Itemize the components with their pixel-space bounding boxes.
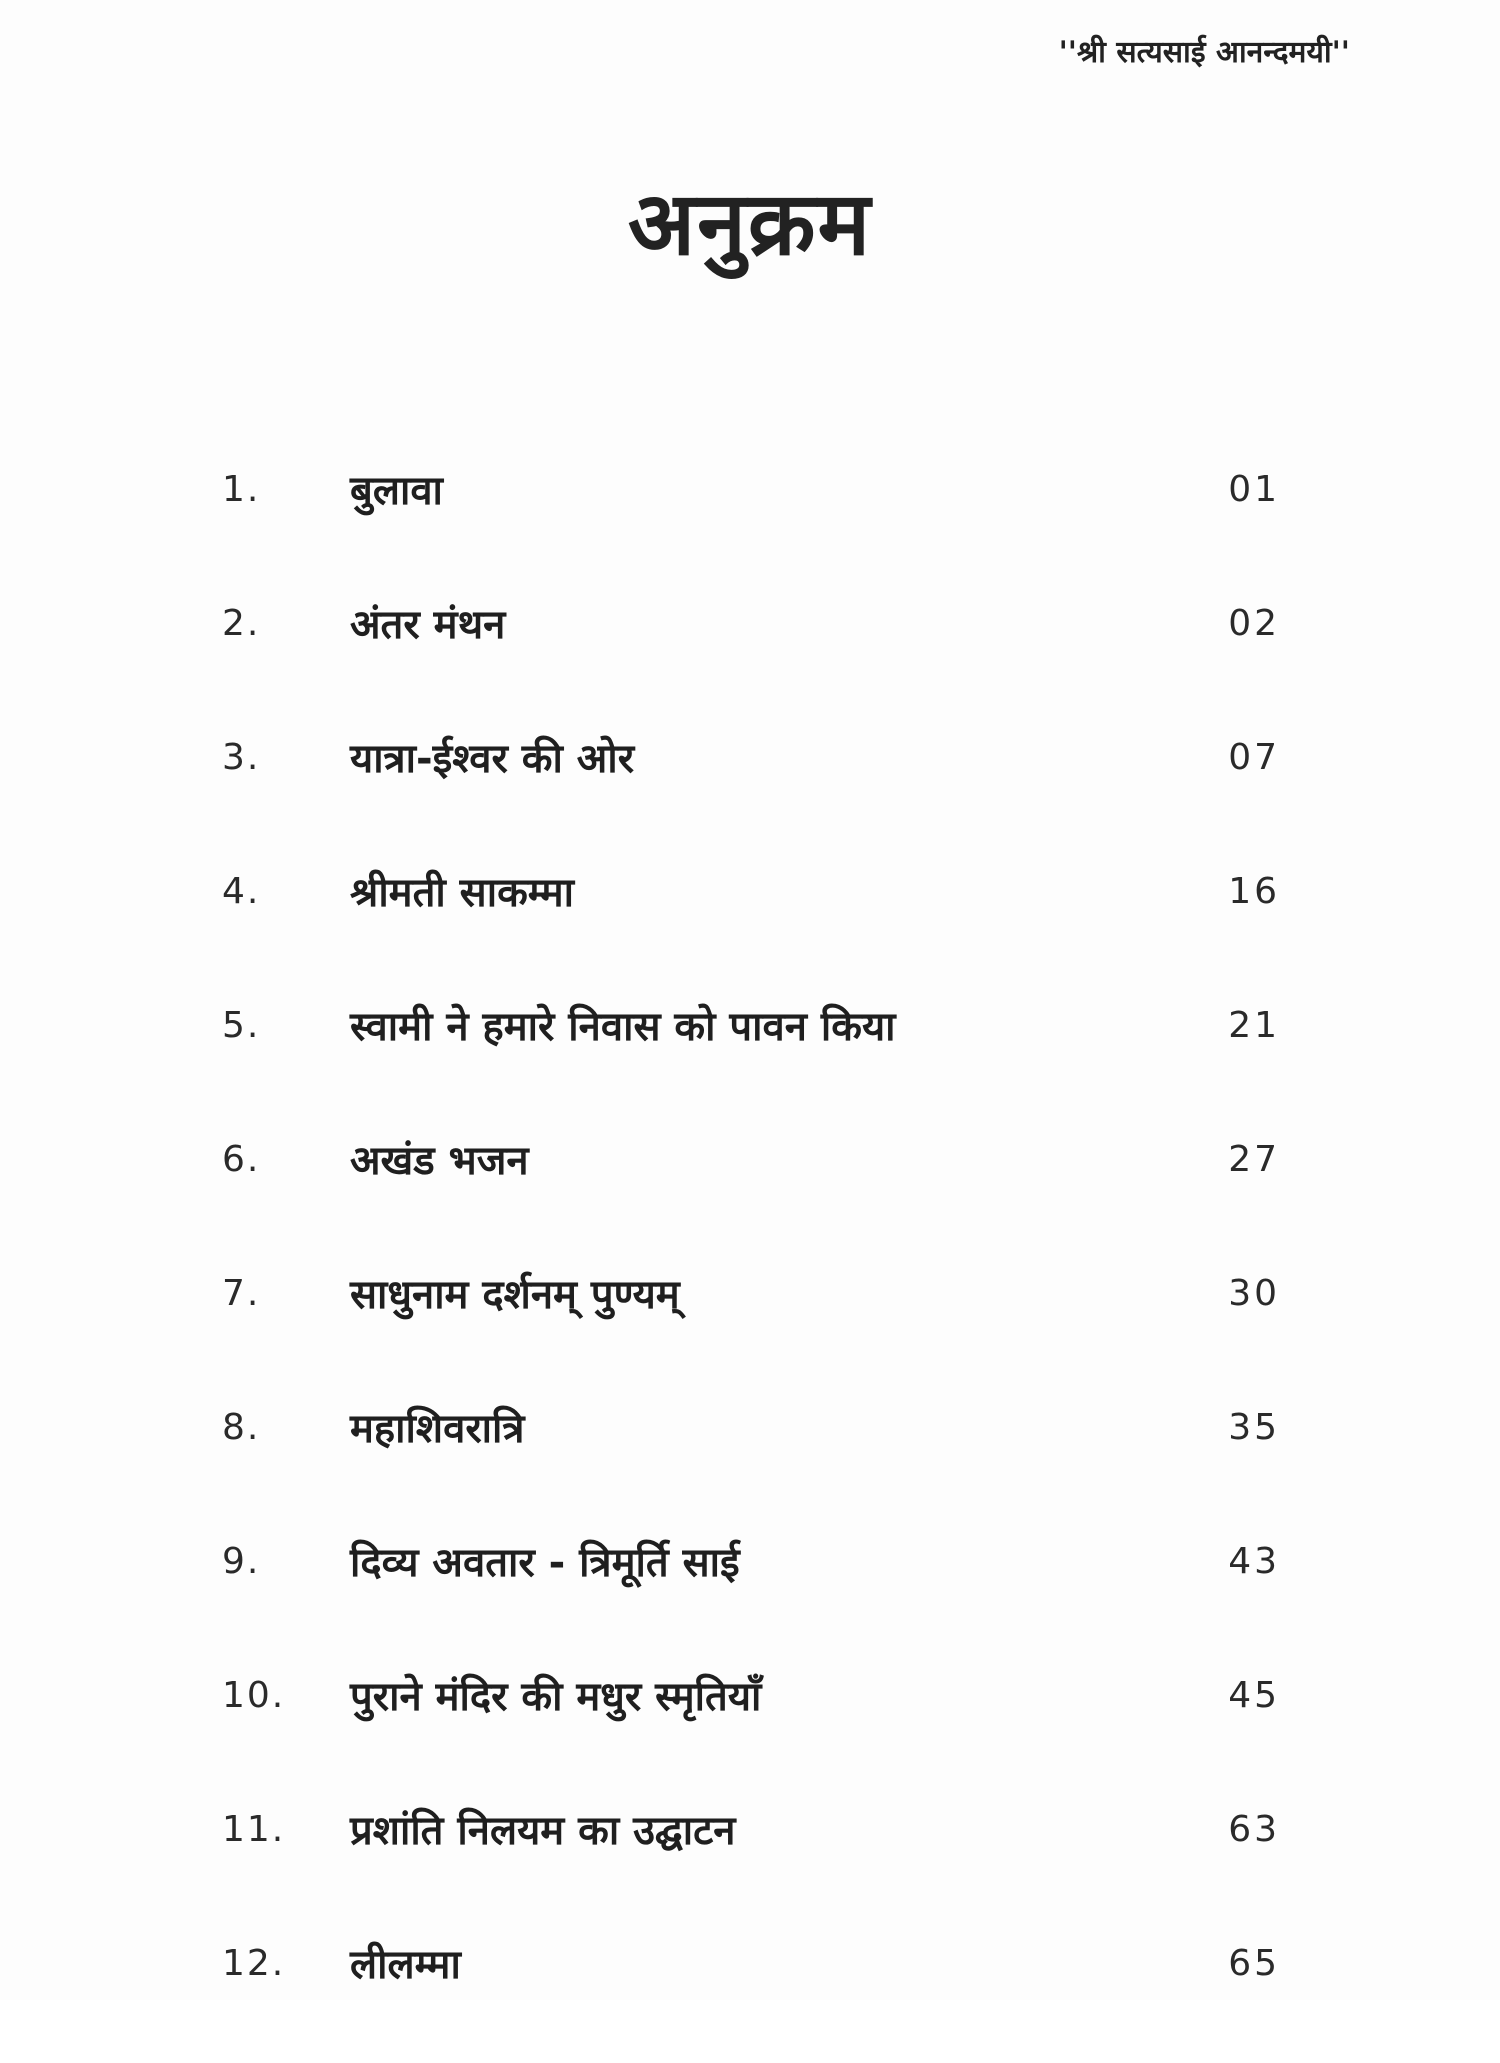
toc-page-number: 27 — [1228, 1139, 1280, 1180]
toc-page-number: 43 — [1228, 1541, 1280, 1582]
toc-number: 11. — [222, 1809, 286, 1850]
toc-title: अंतर मंथन — [350, 602, 506, 648]
toc-page-number: 01 — [1228, 469, 1280, 510]
toc-number: 6. — [222, 1139, 261, 1180]
toc-page-number: 63 — [1228, 1809, 1280, 1850]
toc-title: प्रशांति निलयम का उद्घाटन — [350, 1808, 736, 1854]
toc-number: 5. — [222, 1005, 261, 1046]
toc-title: श्रीमती साकम्मा — [350, 870, 575, 916]
toc-title: बुलावा — [350, 468, 443, 514]
toc-title: स्वामी ने हमारे निवास को पावन किया — [350, 1004, 896, 1050]
toc-row — [0, 723, 1500, 857]
toc-title: यात्रा-ईश्वर की ओर — [350, 736, 635, 782]
running-header: ''श्री सत्यसाई आनन्दमयी'' — [1058, 35, 1350, 70]
toc-row — [0, 857, 1500, 991]
toc-row — [0, 991, 1500, 1125]
toc-number: 2. — [222, 603, 261, 644]
toc-page-number: 45 — [1228, 1675, 1280, 1716]
toc-page-number: 30 — [1228, 1273, 1280, 1314]
toc-number: 12. — [222, 1943, 286, 1984]
toc-page-number: 35 — [1228, 1407, 1280, 1448]
toc-row — [0, 1795, 1500, 1929]
toc-row — [0, 1661, 1500, 1795]
toc-number: 10. — [222, 1675, 286, 1716]
toc-row — [0, 455, 1500, 589]
toc-title: लीलम्मा — [350, 1942, 461, 1988]
toc-page-number: 21 — [1228, 1005, 1280, 1046]
toc-title: साधुनाम दर्शनम् पुण्यम् — [350, 1272, 680, 1318]
toc-title: अखंड भजन — [350, 1138, 529, 1184]
table-of-contents — [0, 455, 1500, 2063]
toc-title: महाशिवरात्रि — [350, 1406, 525, 1452]
toc-row — [0, 1125, 1500, 1259]
toc-number: 1. — [222, 469, 261, 510]
toc-page-number: 07 — [1228, 737, 1280, 778]
toc-row — [0, 589, 1500, 723]
toc-page-number: 16 — [1228, 871, 1280, 912]
toc-number: 3. — [222, 737, 261, 778]
toc-row — [0, 1259, 1500, 1393]
toc-page-number: 65 — [1228, 1943, 1280, 1984]
toc-title: पुराने मंदिर की मधुर स्मृतियाँ — [350, 1674, 762, 1720]
toc-number: 4. — [222, 871, 261, 912]
toc-number: 8. — [222, 1407, 261, 1448]
toc-title: दिव्य अवतार - त्रिमूर्ति साई — [350, 1540, 740, 1586]
toc-row — [0, 1929, 1500, 2063]
toc-row — [0, 1527, 1500, 1661]
toc-page-number: 02 — [1228, 603, 1280, 644]
toc-row — [0, 1393, 1500, 1527]
toc-number: 9. — [222, 1541, 261, 1582]
toc-number: 7. — [222, 1273, 261, 1314]
page-title: अनुक्रम — [627, 171, 873, 275]
